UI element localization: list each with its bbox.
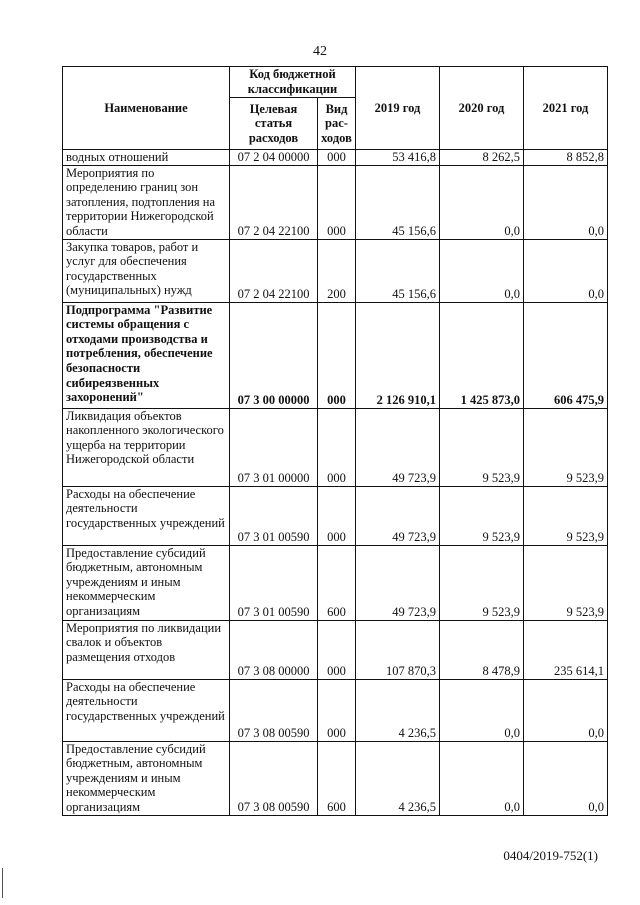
row-value-2019: 49 723,9 [356, 486, 440, 545]
row-expense-type: 600 [318, 545, 356, 620]
row-expense-type: 000 [318, 679, 356, 741]
row-target-article: 07 3 01 00590 [230, 486, 318, 545]
row-expense-type: 600 [318, 741, 356, 815]
header-2021: 2021 год [524, 67, 608, 150]
header-2020: 2020 год [440, 67, 524, 150]
table-row [63, 239, 608, 302]
row-expense-type: 000 [318, 408, 356, 486]
row-value-2019: 49 723,9 [356, 408, 440, 486]
table-row [63, 408, 608, 486]
row-value-2021: 9 523,9 [524, 545, 608, 620]
row-value-2020: 8 478,9 [440, 620, 524, 679]
row-value-2019: 4 236,5 [356, 741, 440, 815]
budget-table [62, 66, 608, 816]
margin-mark [2, 868, 3, 898]
row-target-article: 07 3 01 00590 [230, 545, 318, 620]
row-target-article: 07 3 08 00000 [230, 620, 318, 679]
row-target-article: 07 2 04 00000 [230, 150, 318, 166]
header-name: Наименование [63, 67, 230, 150]
table-row [63, 150, 608, 166]
row-value-2020: 0,0 [440, 741, 524, 815]
header-2019: 2019 год [356, 67, 440, 150]
row-value-2021: 0,0 [524, 679, 608, 741]
row-name: Расходы на обеспечение деятельности государственных учреждений [63, 679, 230, 741]
row-expense-type: 000 [318, 620, 356, 679]
row-name: Мероприятия по ликвидации свалок и объектов размещения отходов [63, 620, 230, 679]
row-target-article: 07 2 04 22100 [230, 165, 318, 239]
row-value-2021: 9 523,9 [524, 486, 608, 545]
row-value-2020: 1 425 873,0 [440, 302, 524, 408]
row-expense-type: 000 [318, 302, 356, 408]
row-expense-type: 000 [318, 165, 356, 239]
page-number: 42 [313, 44, 327, 59]
row-expense-type: 000 [318, 486, 356, 545]
table-body [63, 150, 608, 816]
row-target-article: 07 3 08 00590 [230, 679, 318, 741]
row-value-2020: 9 523,9 [440, 486, 524, 545]
row-value-2020: 0,0 [440, 165, 524, 239]
row-value-2020: 9 523,9 [440, 545, 524, 620]
row-value-2021: 9 523,9 [524, 408, 608, 486]
row-name: Расходы на обеспечение деятельности государственных учреждений [63, 486, 230, 545]
row-name: Закупка товаров, работ и услуг для обеспечения государственных (муниципальных) нужд [63, 239, 230, 302]
row-value-2021: 8 852,8 [524, 150, 608, 166]
table-row [63, 679, 608, 741]
row-value-2019: 2 126 910,1 [356, 302, 440, 408]
row-value-2019: 45 156,6 [356, 239, 440, 302]
table-row [63, 302, 608, 408]
table-row [63, 486, 608, 545]
row-value-2020: 0,0 [440, 679, 524, 741]
table-row [63, 741, 608, 815]
row-target-article: 07 3 08 00590 [230, 741, 318, 815]
row-value-2020: 9 523,9 [440, 408, 524, 486]
row-value-2019: 49 723,9 [356, 545, 440, 620]
table-row [63, 165, 608, 239]
header-target-article: Целевая статья расходов [230, 98, 318, 150]
row-value-2021: 0,0 [524, 165, 608, 239]
row-target-article: 07 3 00 00000 [230, 302, 318, 408]
row-value-2019: 4 236,5 [356, 679, 440, 741]
table-row [63, 545, 608, 620]
row-value-2019: 107 870,3 [356, 620, 440, 679]
row-name: Подпрограмма "Развитие системы обращения с отходами производства и потребления, обеспечение безопасности сибиреязвенных захоронений" [63, 302, 230, 408]
table-row [63, 620, 608, 679]
header-classification-group: Код бюджетной классификации [230, 67, 356, 98]
row-target-article: 07 3 01 00000 [230, 408, 318, 486]
row-expense-type: 000 [318, 150, 356, 166]
row-name: Предоставление субсидий бюджетным, автономным учреждениям и иным некоммерческим организациям [63, 741, 230, 815]
row-value-2020: 0,0 [440, 239, 524, 302]
row-name: Ликвидация объектов накопленного экологического ущерба на территории Нижегородской области [63, 408, 230, 486]
row-name: Мероприятия по определению границ зон затопления, подтопления на территории Нижегородской области [63, 165, 230, 239]
row-value-2021: 235 614,1 [524, 620, 608, 679]
table-header [63, 67, 608, 150]
row-value-2019: 53 416,8 [356, 150, 440, 166]
header-expense-type: Вид рас-ходов [318, 98, 356, 150]
row-value-2021: 606 475,9 [524, 302, 608, 408]
row-name: водных отношений [63, 150, 230, 166]
row-value-2021: 0,0 [524, 239, 608, 302]
row-value-2019: 45 156,6 [356, 165, 440, 239]
row-expense-type: 200 [318, 239, 356, 302]
document-id: 0404/2019-752(1) [503, 848, 598, 863]
row-target-article: 07 2 04 22100 [230, 239, 318, 302]
row-value-2021: 0,0 [524, 741, 608, 815]
row-name: Предоставление субсидий бюджетным, автономным учреждениям и иным некоммерческим организациям [63, 545, 230, 620]
row-value-2020: 8 262,5 [440, 150, 524, 166]
